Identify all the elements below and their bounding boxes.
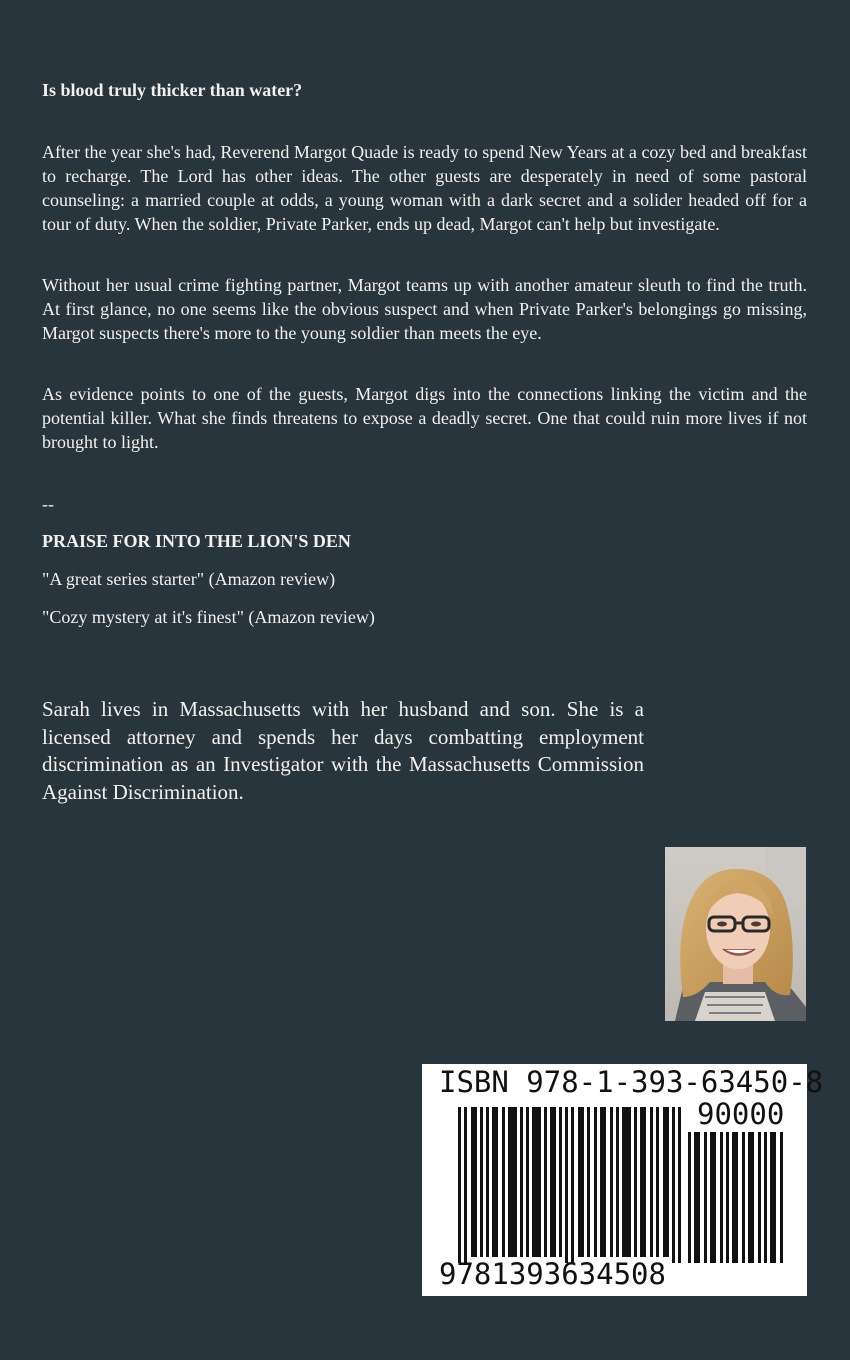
review-quote: "Cozy mystery at it's finest" (Amazon review) bbox=[42, 607, 375, 627]
author-bio: Sarah lives in Massachusetts with her husband and son. She is a licensed attorney and spends her days combatting employment discrimination as an Investigator with the Massachusetts Commission Against Discrimination. bbox=[42, 697, 644, 804]
author-photo bbox=[665, 847, 806, 1021]
section-separator: -- bbox=[42, 494, 54, 514]
price-code: 90000 bbox=[697, 1097, 785, 1131]
blurb-paragraph: As evidence points to one of the guests, Margot digs into the connections linking the victim and the potential killer. What she finds threatens to expose a deadly secret. One that could ruin more lives if not brought to light. bbox=[42, 384, 807, 452]
ean-digits: 9781393634508 bbox=[439, 1257, 666, 1291]
praise-heading: PRAISE FOR INTO THE LION'S DEN bbox=[42, 531, 351, 551]
review-quote: "A great series starter" (Amazon review) bbox=[42, 569, 336, 589]
isbn-label: ISBN 978-1-393-63450-8 bbox=[439, 1065, 824, 1099]
blurb-paragraph: Without her usual crime fighting partner, Margot teams up with another amateur sleuth to find the truth. At first glance, no one seems like the obvious suspect and when Private Parker's belongings go missing, Margot suspects there's more to the young soldier than meets the eye. bbox=[42, 275, 807, 343]
back-cover-headline: Is blood truly thicker than water? bbox=[42, 80, 303, 100]
isbn-barcode bbox=[422, 1064, 824, 1296]
blurb-paragraph: After the year she's had, Reverend Margot Quade is ready to spend New Years at a cozy bed and breakfast to recharge. The Lord has other ideas. The other guests are desperately in need of some pastoral counseling: a married couple at odds, a young woman with a dark secret and a solider headed off for a tour of duty. When the soldier, Private Parker, ends up dead, Margot can't help but investigate. bbox=[42, 142, 807, 234]
